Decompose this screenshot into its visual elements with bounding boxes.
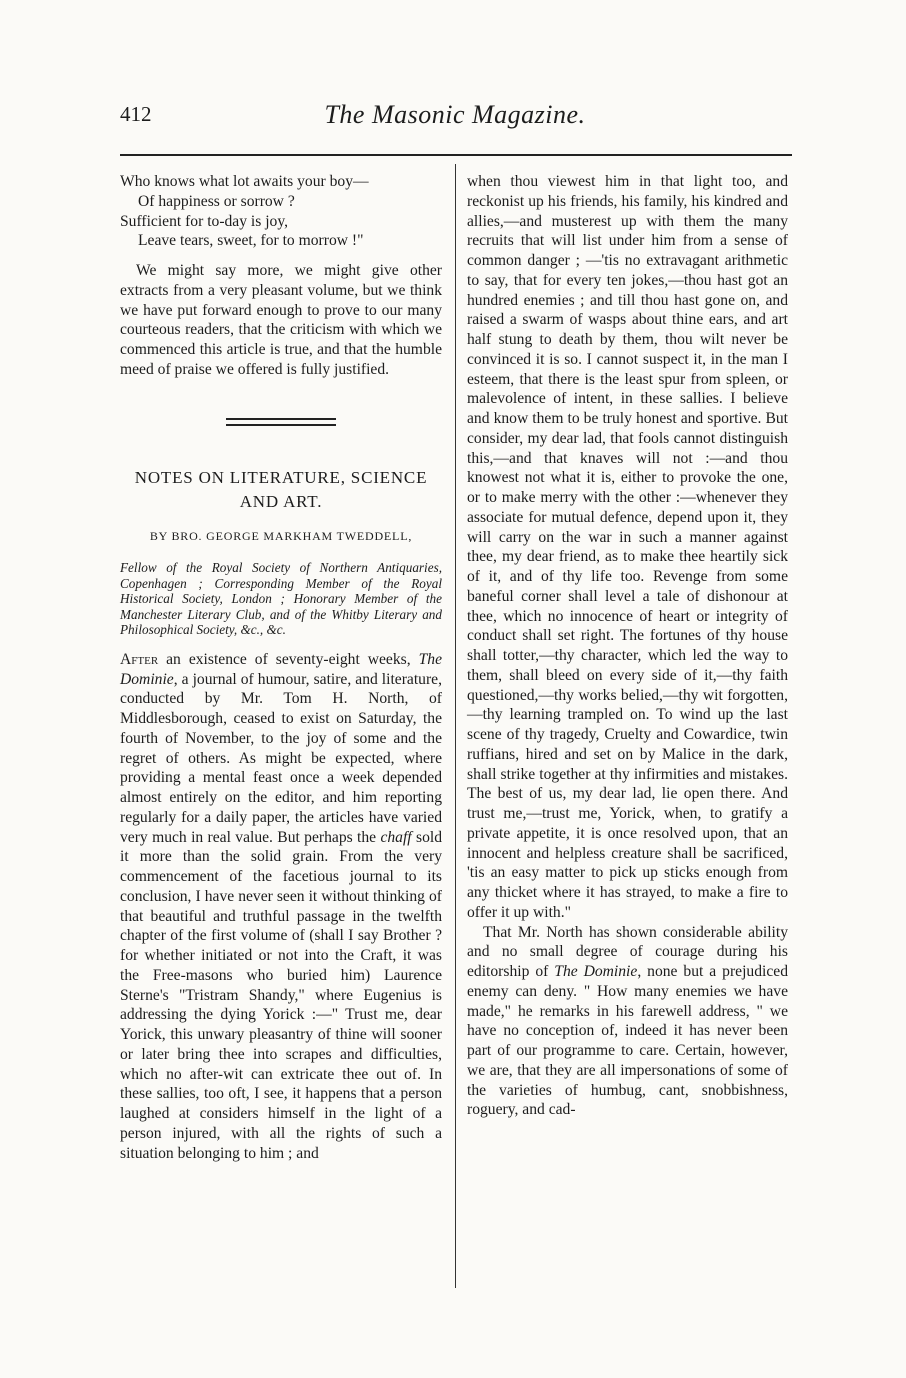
article-title-line: AND ART. — [239, 491, 323, 511]
verse-line: Of happiness or sorrow ? — [138, 192, 295, 210]
verse-line: Who knows what lot awaits your boy— — [120, 173, 369, 190]
article-title — [120, 466, 442, 514]
page-header — [120, 100, 790, 140]
column-divider — [455, 164, 456, 1288]
byline: BY BRO. GEORGE MARKHAM TWEDDELL, — [149, 528, 413, 543]
verse-line: Leave tears, sweet, for to morrow !" — [138, 232, 364, 250]
article-paragraph: That Mr. North has shown considerable ability and no small degree of courage during his editorship of The Dominie, none but a prejudiced enemy can deny. " How many enemies we have made," he remarks in his farewell address, " we have no conception of, indeed it has never been part of our programme to care. Certain, however, we are, that they are all impersonations of some of the varieties of humbug, cant, snobbishness, roguery, and cad- — [467, 923, 788, 1119]
publication-title: The Dominie — [120, 650, 442, 688]
verse-line: Sufficient for to-day is joy, — [120, 212, 289, 230]
author-credentials: Fellow of the Royal Society of Northern Antiquaries, Copenhagen ; Corresponding Member of the Royal Historical Society, London ; Honorary Member of the Manchester Literary Club, and of the Whitby Literary and Philosophical Society, &c., &c. — [120, 560, 442, 638]
poem-verse — [120, 172, 442, 251]
article-title-line: NOTES ON LITERATURE, SCIENCE — [134, 467, 428, 487]
quote-continuation: when thou viewest him in that light too, and reckonist up his friends, his family, his kindred and allies,—and musterest up with them the many recruits that will list under him from a sense of common danger ; —'tis no extravagant arithmetic to say, that for every ten jokes,—thou hast got an hundred enemies ; and till thou hast gone on, and raised a swarm of wasps about thine ears, and art half stung to death by them, thou wilt never be convinced it is so. I cannot suspect it, in the man I esteem, that there is the least spur from spleen, or malevolence of intent, in these sallies. I believe and know them to be truly honest and sportive. But consider, my dear lad, that fools cannot distinguish this,—and that knaves will not :—and thou knowest not what it is, either to provoke the one, or to make merry with the other :—whenever they associate for mutual defence, depend upon it, they will carry on the war in such a manner against thee, my dear friend, as to make thee heartily sick of it, and of thy life too. Revenge from some baneful corner shall level a tale of dishonour at thee, which no innocence of heart or integrity of conduct shall set right. The fortunes of thy house shall totter,—thy character, which led the way to them, shall bleed on every side of it,—thy faith questioned,—thy works belied,—thy wit forgotten,—thy learning trampled on. To wind up the last scene of thy tragedy, Cruelty and Cowardice, twin ruffians, hired and set on by Malice in the dark, shall strike together at thy infirmities and mistakes. The best of us, my dear lad, lie open there. And trust me,—trust me, Yorick, when, to gratify a private appetite, it is once resolved upon, that an innocent and helpless creature shall be sacrificed, 'tis an easy matter to pick up sticks enough from any thicket where it has strayed, to make a fire to offer it up with." — [467, 173, 788, 921]
drop-word: After — [120, 650, 159, 668]
italic-word: chaff — [380, 828, 412, 846]
left-column — [120, 172, 442, 1163]
header-rule — [120, 154, 792, 156]
closing-paragraph: We might say more, we might give other extracts from a very pleasant volume, but we think we have put forward enough to prove to our many courteous readers, that the criticism with which we commenced this article is true, and that the humble meed of praise we offered is fully justified. — [120, 262, 442, 378]
publication-title: The Dominie — [554, 963, 638, 980]
page-number: 412 — [120, 102, 152, 126]
right-column — [467, 172, 788, 1120]
section-divider — [226, 418, 336, 426]
article-paragraph: After an existence of seventy-eight weeks, The Dominie, a journal of humour, satire, and literature, conducted by Mr. Tom H. North, of Middlesborough, ceased to exist on Saturday, the fourth of November, to the joy of some and the regret of others. As might be expected, where providing a mental feast once a week depended almost entirely on the editor, and him reporting regularly for a daily paper, the articles have varied very much in real value. But perhaps the chaff sold it more than the solid grain. From the very commencement of the facetious journal to its conclusion, I have never seen it without thinking of that beautiful and truthful passage in the twelfth chapter of the first volume of (shall I say Brother ? for whether initiated or not into the Craft, it was the Free-masons who buried him) Laurence Sterne's "Tristram Shandy," where Eugenius is addressing the dying Yorick :—" Trust me, dear Yorick, this unwary pleasantry of thine will sooner or later bring thee into scrapes and difficulties, which no after-wit can extricate thee out of. In these sallies, too oft, I see, it happens that a person laughed at considers himself in the light of a person injured, with all the rights of such a situation belonging to him ; and — [120, 650, 442, 1162]
running-title: The Masonic Magazine. — [324, 100, 586, 129]
